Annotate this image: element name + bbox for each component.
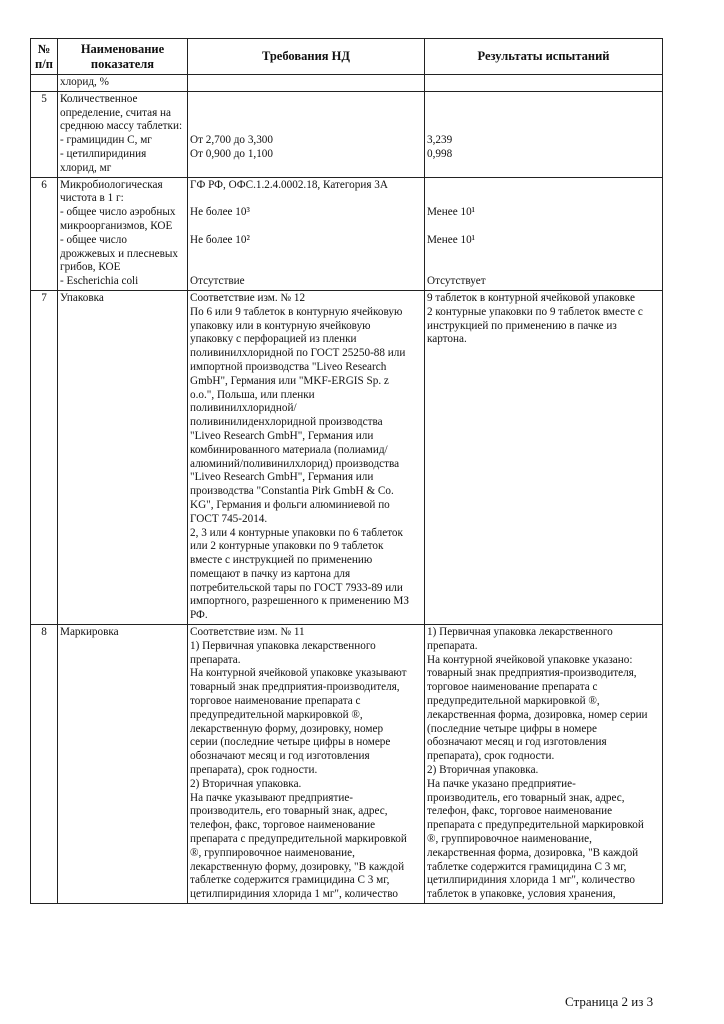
text-line: препарата), срок годности. [427, 750, 555, 763]
header-name: Наименование показателя [58, 39, 188, 75]
text-line: 0,998 [427, 147, 453, 160]
text-line: товарный знак предприятия-производителя, [190, 681, 400, 694]
cell-requirements [188, 177, 425, 290]
text-line [427, 261, 660, 275]
table-row-continuation [31, 75, 663, 92]
header-requirements: Требования НД [188, 39, 425, 75]
text-line: o.o.", Польша, или пленки [190, 388, 315, 401]
text-line: ГФ РФ, ОФС.1.2.4.0002.18, Категория 3А [190, 178, 388, 191]
text-line: 3,239 [427, 134, 453, 147]
text-line: Отсутствует [427, 275, 486, 288]
text-line: От 0,900 до 1,100 [190, 147, 273, 160]
text-line: алюминий/поливинилхлорид) производства [190, 457, 400, 470]
text-line: - грамицидин С, мг [60, 134, 152, 147]
text-line: (последние четыре цифры в номере [427, 722, 597, 735]
cell-requirements [188, 625, 425, 904]
cell-name [58, 625, 188, 904]
text-line: дрожжевых и плесневых [60, 247, 178, 260]
text-line: Микробиологическая [60, 178, 163, 191]
text-line: Количественное [60, 92, 138, 105]
text-line [190, 220, 422, 234]
text-line: На пачке указано предприятие- [427, 777, 576, 790]
text-line [427, 248, 660, 262]
table-row [31, 625, 663, 904]
text-line: 2, 3 или 4 контурные упаковки по 6 таблеток [190, 526, 403, 539]
text-line: микроорганизмов, КОЕ [60, 219, 173, 232]
text-line: цетилпиридиния хлорида 1 мг", количество [190, 888, 398, 901]
text-line: поливинилиденхлоридной производства [190, 416, 383, 429]
text-line [427, 93, 660, 107]
header-results: Результаты испытаний [425, 39, 663, 75]
cell-requirements [188, 290, 425, 624]
table-header-row [31, 39, 663, 75]
text-line [190, 107, 422, 121]
text-line [190, 93, 422, 107]
text-line: торговое наименование препарата с [427, 681, 598, 694]
text-line: предупредительной маркировкой ®, [427, 695, 600, 708]
text-line: серии (последние четыре цифры в номере [190, 736, 391, 749]
cell-results [425, 177, 663, 290]
text-line: таблеток в упаковке, условия хранения, [427, 888, 616, 901]
text-line: обозначают месяц и год изготовления [427, 736, 607, 749]
text-line: вместе с инструкцией по применению [190, 554, 373, 567]
text-line: импортной производства "Liveo Research [190, 360, 387, 373]
text-line: поливинилхлоридной по ГОСТ 25250-88 или [190, 347, 406, 360]
text-line: инструкцией по применению в пачке из [427, 319, 617, 332]
text-line: 2) Вторичная упаковка. [190, 777, 302, 790]
text-line: ГОСТ 745-2014. [190, 512, 268, 525]
text-line: ®, группировочное наименование, [190, 846, 355, 859]
text-line: таблетке содержится грамицидина С 3 мг, [427, 860, 627, 873]
text-line: "Liveo Research GmbH", Германия или [190, 429, 374, 442]
cell-num: 5 [31, 91, 58, 177]
text-line: Менее 10¹ [427, 206, 476, 219]
text-line: От 2,700 до 3,300 [190, 134, 273, 147]
text-line: Не более 10² [190, 233, 250, 246]
text-line: Соответствие изм. № 12 [190, 291, 306, 304]
cell-num: 6 [31, 177, 58, 290]
text-line: обозначают месяц и год изготовления [190, 750, 370, 763]
text-line: хлорид, мг [60, 161, 112, 174]
text-line: среднюю массу таблетки: [60, 120, 183, 133]
text-line: производства "Constantia Pirk GmbH & Co. [190, 485, 394, 498]
text-line: Не более 10³ [190, 206, 250, 219]
text-line: препарата. [427, 639, 478, 652]
text-line: 2) Вторичная упаковка. [427, 764, 539, 777]
text-line: чистота в 1 г: [60, 192, 124, 205]
text-line: Упаковка [60, 291, 104, 304]
cell-name [58, 290, 188, 624]
cell-num: 7 [31, 290, 58, 624]
cell-results [425, 625, 663, 904]
text-line: помещают в пачку из картона для [190, 567, 351, 580]
cell-name [58, 177, 188, 290]
text-line: импортного, разрешенного к применению МЗ [190, 595, 409, 608]
text-line [190, 261, 422, 275]
cell-results [425, 91, 663, 177]
text-line: грибов, КОЕ [60, 261, 121, 274]
text-line [427, 107, 660, 121]
text-line [190, 120, 422, 134]
page-number: Страница 2 из 3 [565, 994, 654, 1009]
text-line: определение, считая на [60, 106, 171, 119]
cell-requirements [188, 91, 425, 177]
cell-num: 8 [31, 625, 58, 904]
text-line: - общее число аэробных [60, 206, 176, 219]
text-line: По 6 или 9 таблеток в контурную ячейковую [190, 305, 403, 318]
header-num: № п/п [31, 39, 58, 75]
text-line: На пачке указывают предприятие- [190, 791, 354, 804]
text-line: препарата с предупредительной маркировкой [427, 819, 644, 832]
cell-name: хлорид, % [58, 75, 188, 92]
text-line: 1) Первичная упаковка лекарственного [190, 639, 376, 652]
text-line: 2 контурные упаковки по 9 таблеток вместе с [427, 305, 643, 318]
table-row [31, 290, 663, 624]
text-line: 1) Первичная упаковка лекарственного [427, 626, 613, 639]
text-line: производитель, его товарный знак, адрес, [190, 805, 388, 818]
text-line: торговое наименование препарата с [190, 695, 361, 708]
text-line [427, 192, 660, 206]
text-line: GmbH", Германия или "MKF-ERGIS Sp. z [190, 374, 389, 387]
text-line: препарата. [190, 653, 241, 666]
text-line: комбинированного материала (полиамид/ [190, 443, 388, 456]
text-line: производитель, его товарный знак, адрес, [427, 791, 625, 804]
text-line: РФ. [190, 609, 208, 622]
text-line [190, 192, 422, 206]
text-line: лекарственная форма, дозировка, номер серии [427, 708, 648, 721]
text-line: Соответствие изм. № 11 [190, 626, 305, 639]
text-line [427, 220, 660, 234]
text-line: упаковку с перфорацией из пленки [190, 333, 357, 346]
text-line: картона. [427, 333, 467, 346]
table-row [31, 91, 663, 177]
cell-results [425, 290, 663, 624]
text-line: таблетке содержится грамицидина С 3 мг, [190, 874, 390, 887]
text-line: лекарственную форму, дозировку, "В каждой [190, 860, 405, 873]
text-line: цетилпиридиния хлорида 1 мг", количество [427, 874, 635, 887]
text-line: упаковку или в контурную ячейковую [190, 319, 371, 332]
cell-name [58, 91, 188, 177]
text-line [190, 248, 422, 262]
text-line: "Liveo Research GmbH", Германия или [190, 471, 374, 484]
text-line: На контурной ячейковой упаковке указывают [190, 667, 407, 680]
text-line: лекарственная форма, дозировка, "В каждой [427, 846, 639, 859]
text-line: телефон, факс, торговое наименование [190, 819, 376, 832]
text-line: потребительской тары по ГОСТ 7933-89 или [190, 581, 403, 594]
spec-table [30, 38, 663, 904]
text-line: Менее 10¹ [427, 233, 476, 246]
text-line: или 2 контурные упаковки по 9 таблеток [190, 540, 384, 553]
text-line: ®, группировочное наименование, [427, 833, 592, 846]
text-line: препарата с предупредительной маркировкой [190, 833, 407, 846]
text-line: - цетилпиридиния [60, 147, 147, 160]
text-line: - общее число [60, 233, 127, 246]
text-line [427, 179, 660, 193]
text-line: KG", Германия и фольги алюминиевой по [190, 498, 390, 511]
text-line: поливинилхлоридной/ [190, 402, 297, 415]
text-line: 9 таблеток в контурной ячейковой упаковке [427, 291, 635, 304]
text-line [427, 120, 660, 134]
text-line: товарный знак предприятия-производителя, [427, 667, 637, 680]
text-line: препарата), срок годности. [190, 764, 318, 777]
text-line: предупредительной маркировкой ®, [190, 708, 363, 721]
text-line: Отсутствие [190, 275, 245, 288]
table-row [31, 177, 663, 290]
text-line: телефон, факс, торговое наименование [427, 805, 613, 818]
text-line: лекарственную форму, дозировку, номер [190, 722, 384, 735]
text-line: - Escherichia coli [60, 275, 139, 288]
text-line: На контурной ячейковой упаковке указано: [427, 653, 633, 666]
text-line: Маркировка [60, 626, 119, 639]
